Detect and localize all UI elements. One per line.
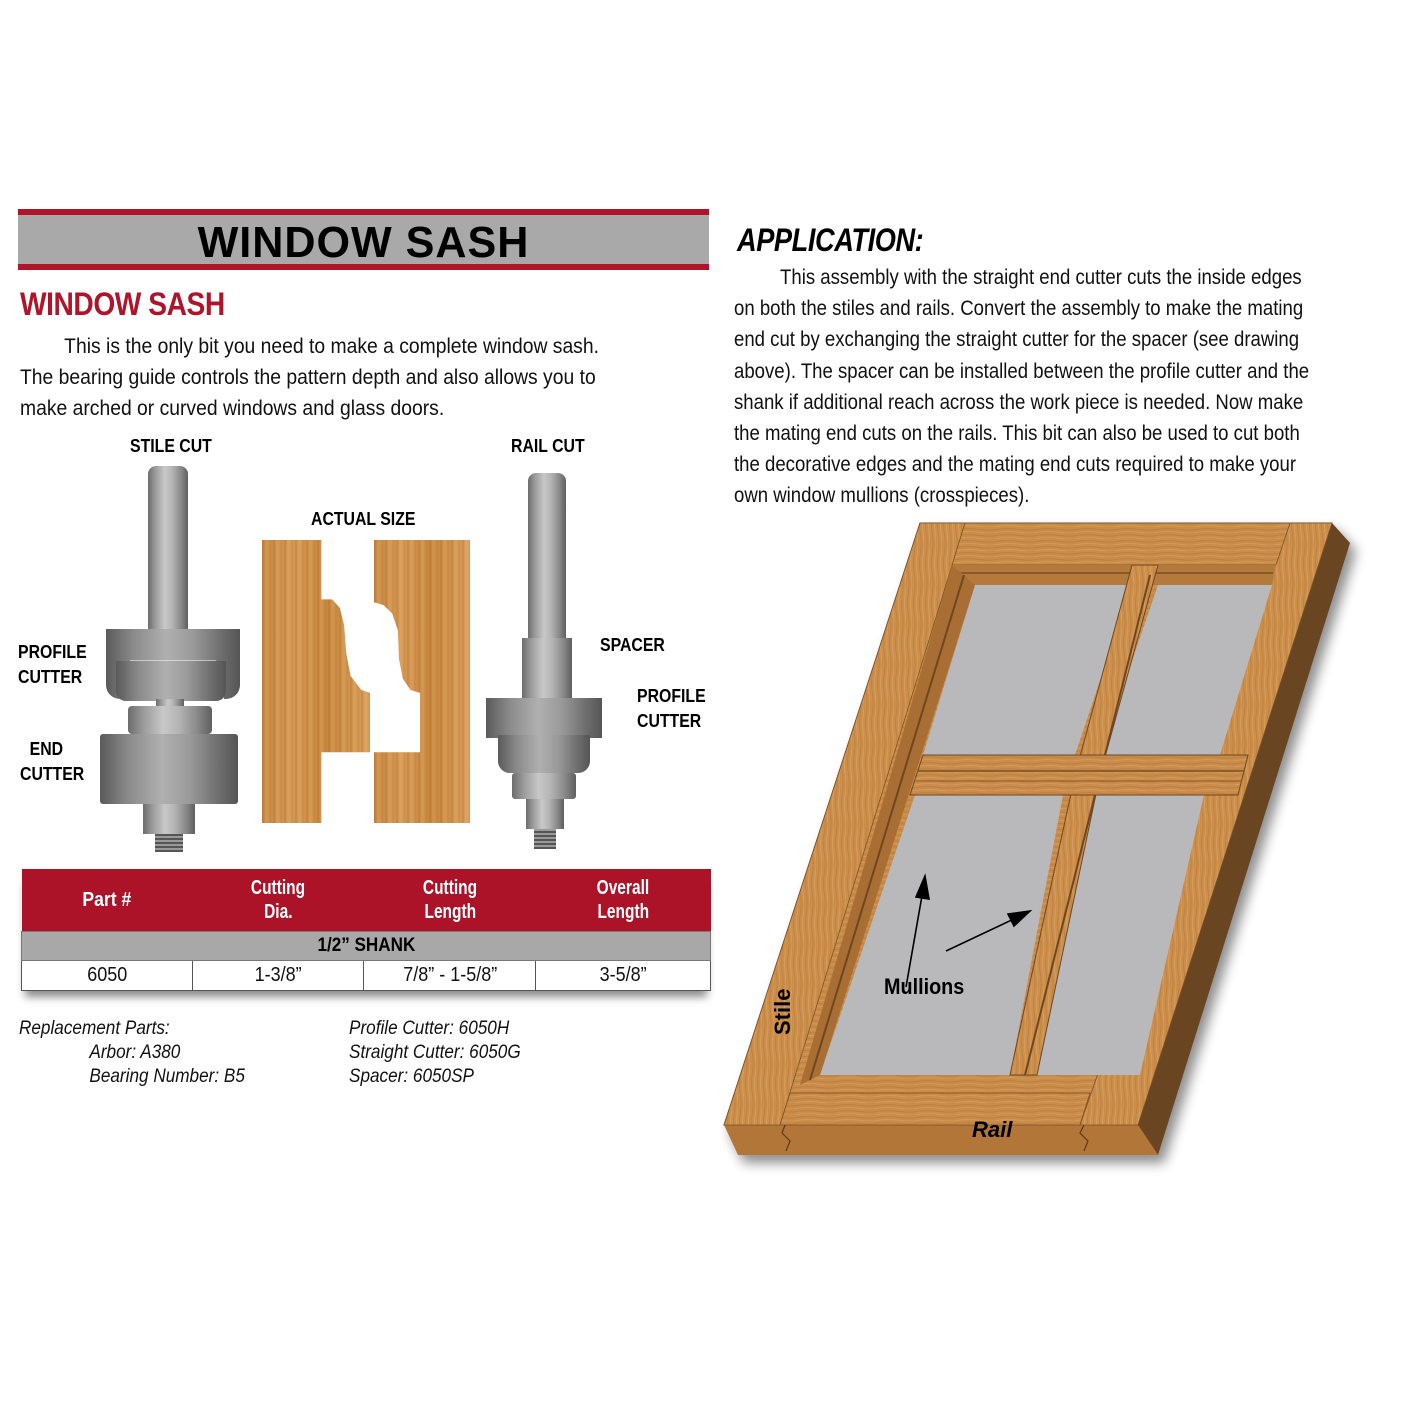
description-line-1: This is the only bit you need to make a complete window sash.	[64, 335, 599, 358]
top-rail	[952, 523, 1290, 565]
application-line-7: the decorative edges and the mating end cuts required to make your	[734, 453, 1297, 477]
header-overall-length: Overall Length	[536, 869, 711, 932]
arbor-thread	[155, 834, 183, 852]
actual-size-label: ACTUAL SIZE	[311, 509, 416, 529]
arbor-thread	[534, 829, 556, 849]
product-title: WINDOW SASH	[20, 286, 225, 322]
bearing	[512, 773, 576, 799]
bit-shank	[148, 466, 188, 631]
application-title: APPLICATION:	[737, 222, 924, 258]
nut	[526, 799, 564, 829]
stile-label: Stile	[770, 988, 795, 1035]
spec-table	[21, 869, 711, 991]
application-line-8: own window mullions (crosspieces).	[734, 484, 1030, 508]
replacement-parts-heading: Replacement Parts:	[19, 1017, 170, 1039]
rail-cut-label: RAIL CUT	[511, 436, 585, 456]
replacement-part-spacer: Spacer: 6050SP	[349, 1065, 474, 1087]
replacement-parts-right	[349, 1016, 521, 1088]
left-profile-cutter-label: PROFILE CUTTER	[18, 642, 87, 687]
stile-cut-router-bit	[98, 466, 243, 856]
shank-group-label: 1/2” SHANK	[22, 932, 711, 961]
table-row	[22, 961, 711, 991]
replacement-parts-left	[19, 1016, 245, 1088]
cell-overall-length: 3-5/8”	[536, 961, 711, 991]
header-cutting-length: Cutting Length	[364, 869, 536, 932]
replacement-part-profile-cutter: Profile Cutter: 6050H	[349, 1017, 510, 1039]
bit-shank	[528, 473, 566, 638]
cell-cutting-length: 7/8” - 1-5/8”	[364, 961, 536, 991]
application-line-2: on both the stiles and rails. Convert the assembly to make the mating	[734, 297, 1304, 321]
stile-profile-wood	[262, 540, 370, 823]
product-description	[20, 331, 710, 424]
mullions-label: Mullions	[884, 974, 965, 999]
description-line-3: make arched or curved windows and glass doors.	[20, 397, 445, 420]
end-cutter-label: END CUTTER	[20, 739, 85, 784]
replacement-part-bearing: Bearing Number: B5	[89, 1065, 245, 1087]
bearing-guide	[128, 706, 212, 734]
application-line-3: end cut by exchanging the straight cutter for the spacer (see drawing	[734, 328, 1300, 352]
spec-table-header-row	[22, 869, 711, 932]
application-line-5: shank if additional reach across the work piece is needed. Now make	[734, 390, 1304, 414]
rail-cut-router-bit	[484, 473, 604, 858]
application-body	[734, 262, 1407, 512]
cell-part-number: 6050	[22, 961, 193, 991]
window-sash-illustration	[720, 515, 1424, 1195]
profile-cutter	[486, 698, 602, 738]
replacement-part-arbor: Arbor: A380	[89, 1041, 181, 1063]
cell-cutting-dia: 1-3/8”	[192, 961, 364, 991]
end-cutter	[100, 734, 238, 804]
header-part-number: Part #	[22, 869, 193, 932]
application-line-4: above). The spacer can be installed between the profile cutter and the	[734, 359, 1310, 383]
nut	[143, 804, 195, 834]
rail-label: Rail	[972, 1117, 1013, 1142]
application-line-1: This assembly with the straight end cutter cuts the inside edges	[780, 266, 1302, 289]
application-line-6: the mating end cuts on the rails. This bit can also be used to cut both	[734, 422, 1300, 446]
replacement-part-straight-cutter: Straight Cutter: 6050G	[349, 1041, 521, 1063]
title-banner	[18, 209, 709, 270]
banner-title: WINDOW SASH	[197, 218, 530, 267]
bottom-rail	[780, 1093, 1090, 1125]
rail-profile-wood	[374, 540, 470, 823]
description-line-2: The bearing guide controls the pattern depth and also allows you to	[20, 366, 596, 389]
horizontal-mullion	[910, 755, 1248, 795]
spacer	[522, 638, 572, 698]
stile-cut-label: STILE CUT	[130, 436, 212, 456]
header-cutting-dia: Cutting Dia.	[192, 869, 364, 932]
spacer-label: SPACER	[600, 635, 665, 655]
right-profile-cutter-label: PROFILE CUTTER	[637, 686, 706, 731]
shank-group-row	[22, 932, 711, 961]
